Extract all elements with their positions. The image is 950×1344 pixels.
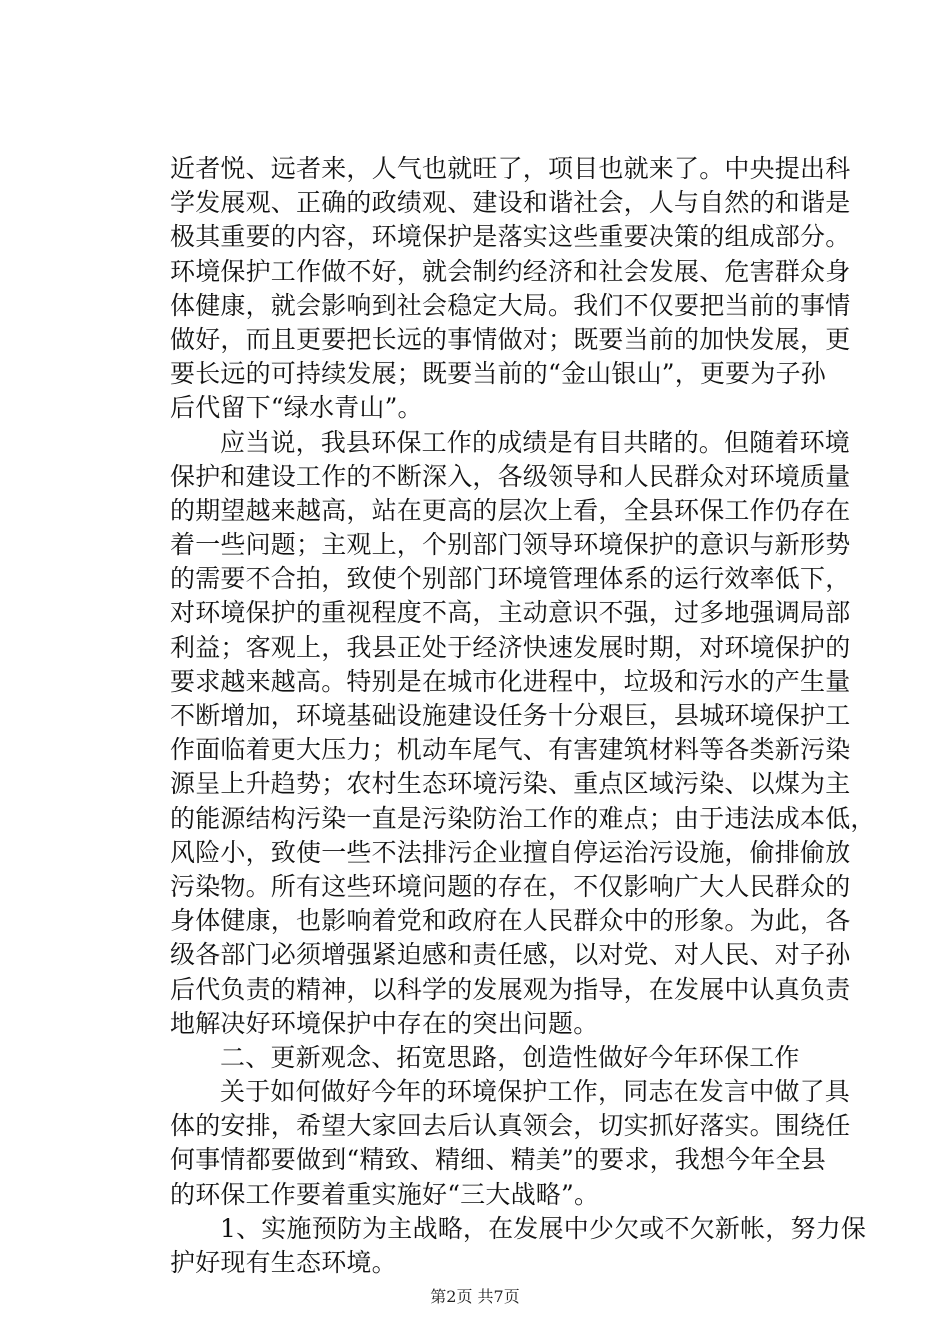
text-line: 利益；客观上，我县正处于经济快速发展时期，对环境保护的 [170,632,851,662]
text-line: 的环保工作要着重实施好“三大战略”。 [170,1179,600,1209]
text-line: 应当说，我县环保工作的成绩是有目共睹的。但随着环境 [220,427,851,457]
text-line: 源呈上升趋势；农村生态环境污染、重点区域污染、以煤为主 [170,769,851,799]
text-line: 近者悦、远者来，人气也就旺了，项目也就来了。中央提出科 [170,154,851,183]
text-line: 后代负责的精神，以科学的发展观为指导，在发展中认真负责 [170,974,851,1004]
text-line: 污染物。所有这些环境问题的存在，不仅影响广大人民群众的 [170,871,851,901]
text-line: 着一些问题；主观上，个别部门领导环境保护的意识与新形势 [170,530,851,560]
text-line: 1、实施预防为主战略，在发展中少欠或不欠新帐，努力保 [220,1213,867,1243]
text-line: 风险小，致使一些不法排污企业擅自停运治污设施，偷排偷放 [170,837,851,867]
text-line: 的需要不合拍，致使个别部门环境管理体系的运行效率低下， [170,564,851,594]
text-line: 身体健康，也影响着党和政府在人民群众中的形象。为此，各 [170,906,851,936]
text-line: 的期望越来越高，站在更高的层次上看，全县环保工作仍存在 [170,495,851,525]
text-line: 要求越来越高。特别是在城市化进程中，垃圾和污水的产生量 [170,666,851,696]
text-line: 对环境保护的重视程度不高，主动意识不强，过多地强调局部 [170,598,851,628]
text-line: 极其重要的内容，环境保护是落实这些重要决策的组成部分。 [170,222,851,252]
text-line: 的能源结构污染一直是污染防治工作的难点；由于违法成本低， [170,803,876,833]
text-line: 体的安排，希望大家回去后认真领会，切实抓好落实。围绕任 [170,1111,851,1141]
document-body [170,152,876,1280]
text-line: 学发展观、正确的政绩观、建设和谐社会，人与自然的和谐是 [170,188,851,218]
text-line: 体健康，就会影响到社会稳定大局。我们不仅要把当前的事情 [170,290,851,320]
text-line: 护好现有生态环境。 [170,1248,397,1277]
page-footer: 第2页 共7页 [430,1287,520,1306]
text-line: 要长远的可持续发展；既要当前的“金山银山”，更要为子孙 [170,359,826,389]
text-line: 何事情都要做到“精致、精细、精美”的要求，我想今年全县 [170,1145,826,1175]
text-line: 保护和建设工作的不断深入，各级领导和人民群众对环境质量 [170,461,851,491]
text-line: 关于如何做好今年的环境保护工作，同志在发言中做了具 [220,1077,851,1107]
text-line: 后代留下“绿水青山”。 [170,393,423,423]
text-line: 地解决好环境保护中存在的突出问题。 [170,1008,599,1038]
text-line: 二、更新观念、拓宽思路，创造性做好今年环保工作 [220,1042,800,1072]
text-line: 做好，而且更要把长远的事情做对；既要当前的加快发展，更 [170,324,851,354]
text-line: 作面临着更大压力；机动车尾气、有害建筑材料等各类新污染 [170,735,851,765]
text-line: 环境保护工作做不好，就会制约经济和社会发展、危害群众身 [170,256,851,286]
text-line: 不断增加，环境基础设施建设任务十分艰巨，县城环境保护工 [170,701,851,730]
text-line: 级各部门必须增强紧迫感和责任感，以对党、对人民、对子孙 [170,940,851,970]
